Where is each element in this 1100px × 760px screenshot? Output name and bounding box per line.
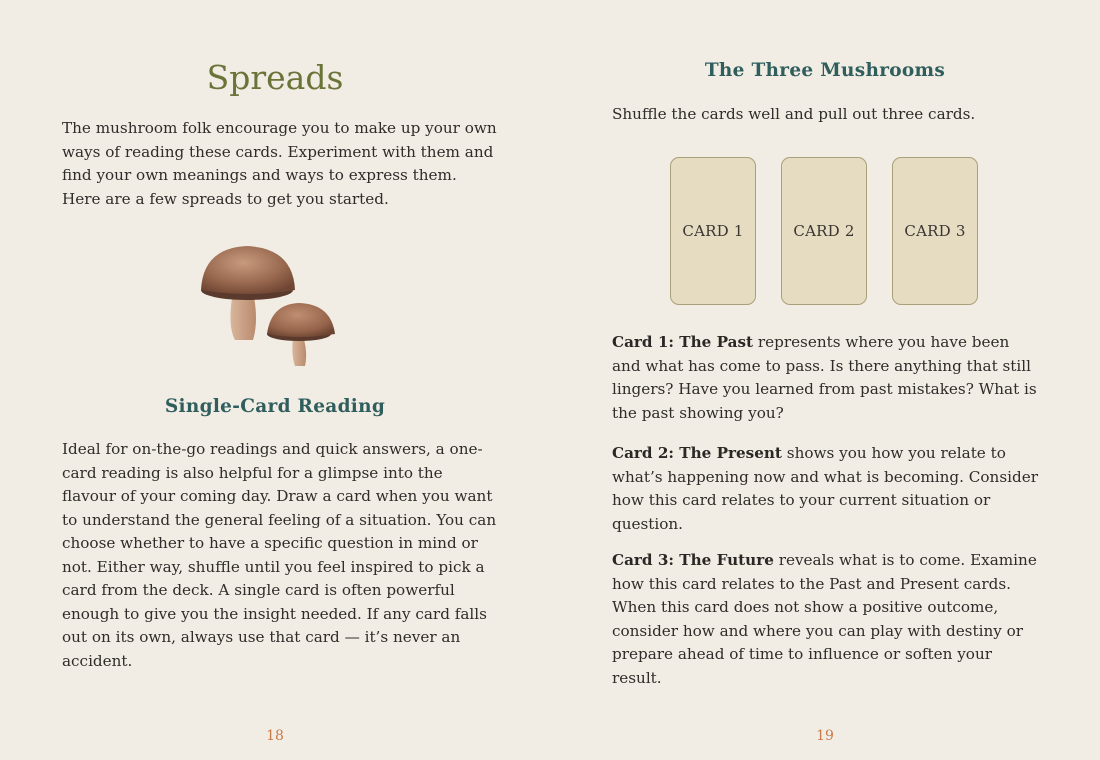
card-placeholder-2: CARD 2: [781, 157, 867, 305]
intro-paragraph: The mushroom folk encourage you to make up your own ways of reading these cards. Experiment with them and find your own meanings and ways to express them. Here are a few spreads to get you started.: [62, 119, 497, 208]
card-placeholder-1: CARD 1: [670, 157, 756, 305]
card-3-text: reveals what is to come. Examine how this card relates to the Past and Present cards. When this card does not show a positive outcome, consider how and where you can play with destiny or prepare ahead of time to influence or soften your result.: [612, 551, 1037, 687]
card-3-label: Card 3: The Future: [612, 551, 774, 569]
mushroom-illustration: [195, 240, 345, 375]
card-placeholder-3: CARD 3: [892, 157, 978, 305]
card-2-label: Card 2: The Present: [612, 444, 782, 462]
single-card-heading: Single-Card Reading: [164, 396, 386, 417]
right-page: [550, 0, 1100, 760]
page-number-left: 18: [266, 728, 284, 744]
card-3-description: [612, 549, 1042, 690]
card-1-description: [612, 331, 1042, 425]
page-number-right: 19: [816, 728, 834, 744]
card-spread: [670, 157, 980, 307]
card-2-text: shows you how you relate to what’s happening now and what is becoming. Consider how this card relates to your current situation or question.: [612, 444, 1038, 533]
page-title: Spreads: [206, 58, 344, 97]
card-2-description: [612, 442, 1042, 536]
single-card-paragraph: Ideal for on-the-go readings and quick answers, a one-card reading is also helpful for a glimpse into the flavour of your coming day. Draw a card when you want to understand the general feeling of a situation. You can choose whether to have a specific question in mind or not. Either way, shuffle until you feel inspired to pick a card from the deck. A single card is often powerful enough to give you the insight needed. If any card falls out on its own, always use that card — it’s never an accident.: [62, 440, 497, 670]
card-1-label: Card 1: The Past: [612, 333, 754, 351]
three-mushrooms-heading: The Three Mushrooms: [704, 60, 946, 81]
card-1-text: represents where you have been and what has come to pass. Is there anything that still lingers? Have you learned from past mistakes? What is the past showing you?: [612, 333, 1037, 422]
shuffle-instruction: Shuffle the cards well and pull out three cards.: [612, 105, 976, 123]
